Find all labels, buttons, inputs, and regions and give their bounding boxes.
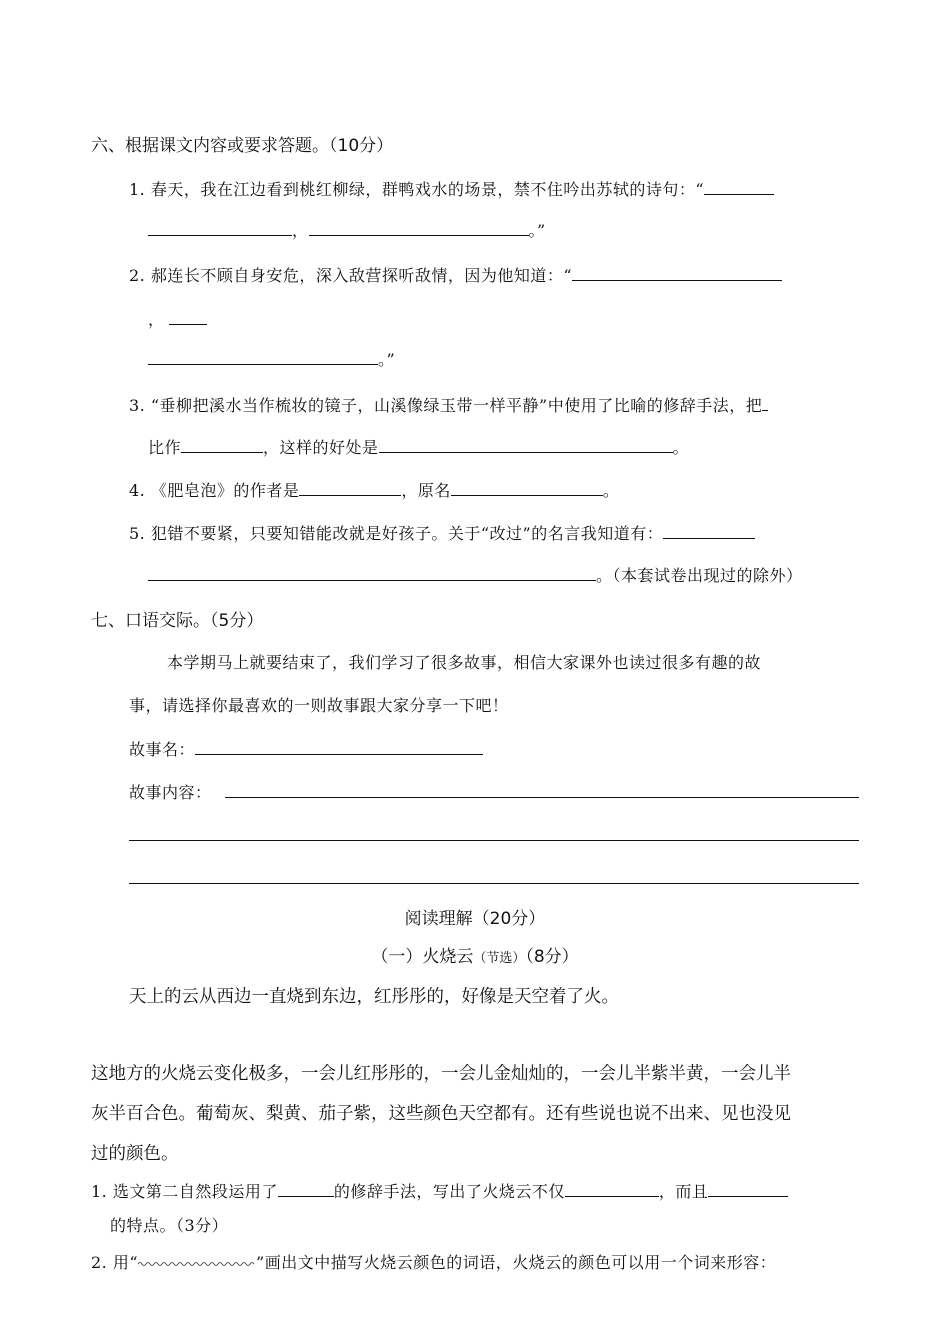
quote-end: 。”	[378, 350, 396, 369]
passage-paragraph-1: 天上的云从西边一直烧到东边，红彤彤的，好像是天空着了火。	[129, 987, 619, 1007]
answer-blank[interactable]	[451, 477, 603, 496]
question-3	[129, 392, 768, 416]
answer-blank[interactable]	[379, 434, 673, 453]
question-5-line-2	[148, 562, 803, 586]
period: 。	[602, 481, 620, 500]
story-content-label: 故事内容：	[129, 783, 212, 802]
section-six-title: 六、根据课文内容或要求答题。（10分）	[91, 136, 394, 156]
exclusion-note: 。（本套试卷出现过的除外）	[596, 566, 803, 585]
reading-question-1-mid: 的修辞手法，写出了火烧云不仅	[333, 1182, 565, 1201]
quote-end: 。”	[528, 221, 546, 240]
passage-paragraph-2-line-1: 这地方的火烧云变化极多，一会儿红彤彤的，一会儿金灿灿的，一会儿半紫半黄，一会儿半	[91, 1064, 791, 1084]
reading-question-2-rest: ”画出文中描写火烧云颜色的词语，火烧云的颜色可以用一个词来形容：	[256, 1253, 777, 1272]
passage-paragraph-2-line-3: 过的颜色。	[91, 1144, 179, 1164]
question-3-text: 3. “垂柳把溪水当作梳妆的镜子，山溪像绿玉带一样平静”中使用了比喻的修辞手法，把	[129, 396, 763, 415]
reading-title: 阅读理解（20分）	[404, 909, 546, 929]
passage-title-main: （一）火烧云	[371, 947, 474, 967]
answer-blank[interactable]	[565, 1178, 659, 1197]
story-content-line[interactable]	[129, 883, 859, 884]
passage-paragraph-2-line-2: 灰半百合色。葡萄灰、梨黄、茄子紫，这些颜色天空都有。还有些说也说不出来、见也没见	[91, 1104, 791, 1124]
intro-line-2: 事，请选择你最喜欢的一则故事跟大家分享一下吧！	[129, 696, 509, 715]
intro-line-1: 本学期马上就要结束了，我们学习了很多故事，相信大家课外也读过很多有趣的故	[167, 653, 762, 672]
answer-blank[interactable]	[708, 1178, 788, 1197]
answer-blank[interactable]	[148, 217, 292, 236]
question-1	[129, 176, 774, 200]
question-2-line-2	[148, 306, 207, 330]
answer-blank[interactable]	[148, 562, 596, 581]
comma: ，	[292, 221, 309, 240]
answer-blank[interactable]	[572, 262, 782, 281]
question-1-line-2	[148, 217, 546, 241]
story-name-label: 故事名：	[129, 740, 196, 759]
question-4-text: 4. 《肥皂泡》的作者是	[129, 481, 300, 500]
comma: ，	[148, 310, 165, 329]
reading-question-1-text: 1. 选文第二自然段运用了	[91, 1182, 278, 1201]
story-content-line[interactable]	[129, 840, 859, 841]
section-seven-title: 七、口语交际。（5分）	[91, 611, 264, 631]
compare-label: 比作	[148, 438, 182, 457]
benefit-label: ，这样的好处是	[263, 438, 379, 457]
story-name-row	[129, 736, 483, 760]
reading-question-1-line-2: 的特点。（3分）	[110, 1216, 229, 1235]
question-2	[129, 262, 782, 286]
question-1-text: 1. 春天，我在江边看到桃红柳绿，群鸭戏水的场景，禁不住吟出苏轼的诗句：“	[129, 180, 705, 199]
period: 。	[672, 438, 690, 457]
passage-points: （8分）	[525, 947, 579, 967]
question-3-line-2	[148, 434, 689, 458]
reading-question-1	[91, 1178, 788, 1202]
passage-title	[0, 942, 950, 967]
answer-blank[interactable]	[181, 434, 263, 453]
question-5-text: 5. 犯错不要紧，只要知错能改就是好孩子。关于“改过”的名言我知道有：	[129, 524, 664, 543]
answer-blank[interactable]	[309, 217, 529, 236]
original-name-label: ，原名	[401, 481, 451, 500]
question-2-line-3	[148, 346, 395, 370]
answer-blank[interactable]	[148, 346, 378, 365]
story-name-blank[interactable]	[195, 736, 483, 755]
reading-question-2-text: 2. 用“	[91, 1253, 139, 1272]
question-4	[129, 477, 619, 501]
wavy-underline-icon	[138, 1260, 256, 1268]
question-5	[129, 520, 755, 544]
story-content-line[interactable]	[225, 797, 859, 798]
question-2-text: 2. 郝连长不顾自身安危，深入敌营探听敌情，因为他知道：“	[129, 266, 573, 285]
reading-question-1-and: ，而且	[658, 1182, 709, 1201]
answer-blank[interactable]	[704, 176, 774, 195]
answer-blank[interactable]	[278, 1178, 334, 1197]
excerpt-note: （节选）	[473, 951, 526, 966]
answer-blank[interactable]	[663, 520, 755, 539]
answer-blank[interactable]	[169, 306, 207, 325]
answer-blank[interactable]	[299, 477, 401, 496]
reading-question-2	[91, 1250, 776, 1273]
answer-blank[interactable]	[762, 392, 768, 411]
